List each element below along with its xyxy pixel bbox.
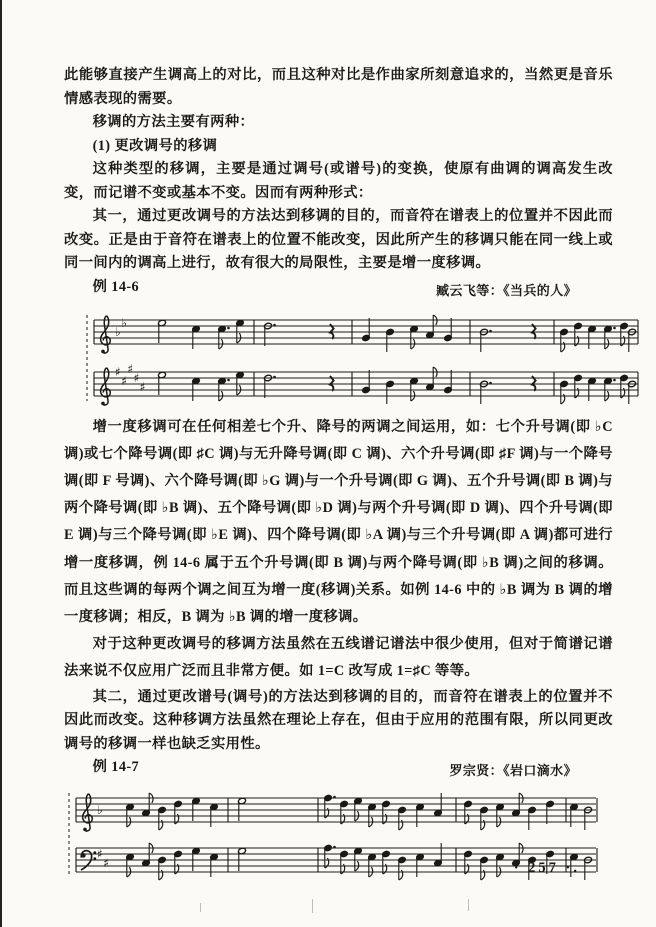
example-14-6-label: 例 14-6 — [92, 278, 140, 295]
example-14-6-credit: 臧云飞等：《当兵的人》 — [436, 282, 577, 298]
key-signature-accidental: ♯ — [133, 370, 140, 385]
paragraph-form-one: 其一，通过更改调号的方法达到移调的目的，而音符在谱表上的位置并不因此而改变。正是由于音符在谱表上的位置不能改变，因此所产生的移调只能在同一线上或同一间内的调高上进行，故有很大的局限性，主要是增一度移调。 — [64, 208, 613, 271]
key-signature-accidental: ♯ — [115, 364, 122, 379]
key-signature-accidental: ♯ — [127, 361, 134, 376]
key-signature-accidental: ♯ — [103, 856, 110, 871]
paragraph-continuation: 此能够直接产生调高上的对比，而且这种对比是作曲家所刻意追求的，当然更是音乐情感表现的需要。 — [64, 67, 613, 107]
page-number: · 257 ·. — [513, 860, 580, 876]
section-heading: (1) 更改调号的移调 — [92, 137, 218, 154]
scan-artifact — [468, 899, 469, 911]
paragraph-jianpu: 对于这种更改调号的移调方法虽然在五线谱记谱法中很少使用，但对于简谱记谱法来说不仅应用广泛而且非常方便。如 1=C 改写成 1=♯C 等等。 — [64, 636, 613, 680]
key-signature-accidental: ♭ — [97, 803, 104, 818]
treble-clef-icon — [83, 794, 93, 831]
paragraph-form-two: 其二，通过更改谱号(调号)的方法达到移调的目的，而音符在谱表上的位置并不因此而改变。这种移调方法虽然在理论上存在，但由于应用的范围有限，所以同更改调号的移调一样也缺乏实用性。 — [64, 688, 613, 752]
music-example-14-6 — [84, 304, 640, 408]
page-text-column — [64, 64, 613, 892]
key-signature-accidental: ♯ — [97, 847, 104, 862]
treble-clef-icon — [101, 315, 111, 352]
example-14-7-label: 例 14-7 — [92, 759, 140, 776]
paragraph-type-desc: 这种类型的移调，主要是通过调号(或谱号)的变换，使原有曲调的调高发生改变，而记谱不变或基本不变。因而有两种形式： — [64, 161, 613, 201]
treble-clef-icon — [101, 367, 111, 404]
key-signature-accidental: ♯ — [139, 379, 147, 394]
scan-artifact — [312, 899, 313, 913]
example-14-6-header — [64, 276, 613, 299]
paragraph-intro: 移调的方法主要有两种： — [92, 114, 255, 130]
example-14-7-header — [64, 756, 613, 779]
scan-edge-line — [0, 0, 2, 927]
key-signature-accidental: ♭ — [121, 315, 128, 330]
paragraph-key-pairs: 增一度移调可在任何相差七个升、降号的两调之间运用，如：七个升号调(即 ♭C 调)或七个降号调(即 ♯C 调)与无升降号调(即 C 调)、六个升号调(即 ♯F 调)与一个降号调(即 F 号调)、六个降号调(即 ♭G 调)与一个升号调(即 G 调)、五个升号调(即 B 调)与两个降号调(即 ♭B 调)、五个降号调(即 ♭D 调)与两个升号调(即 D 调)、四个升号调(即 E 调)与三个降号调(即 ♭E 调)、四个降号调(即 ♭A 调)与三个升号调(即 A 调)都可进行增一度移调，例 14-6 属于五个升号调(即 B 调)与两个降号调(即 ♭B 调)之间的移调。而且这些调的每两个调之间互为增一度(移调)关系。如例 14-6 中的 ♭B 调为 B 调的增一度移调；相反，B 调为 ♭B 调的增一度移调。 — [64, 418, 613, 625]
scan-artifact — [200, 903, 201, 912]
key-signature-accidental: ♭ — [115, 324, 122, 339]
key-signature-accidental: ♯ — [121, 373, 128, 388]
example-14-7-credit: 罗宗贤：《岩口滴水》 — [449, 763, 577, 779]
